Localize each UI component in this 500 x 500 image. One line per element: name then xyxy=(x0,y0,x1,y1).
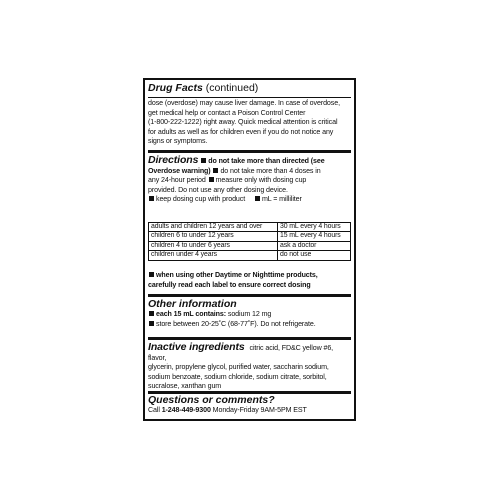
directions-text: mL = milliliter xyxy=(261,195,302,204)
table-cell-dose: do not use xyxy=(278,251,351,260)
bullet-square-icon xyxy=(255,196,260,201)
directions-bold-text: Overdose warning) xyxy=(148,166,211,175)
other-info-text: store between 20-25˚C (68-77˚F). Do not refrigerate. xyxy=(156,319,316,328)
bullet-square-icon xyxy=(149,272,154,277)
table-cell-dose: ask a doctor xyxy=(278,241,351,250)
other-information-section xyxy=(148,298,351,329)
bullet-square-icon xyxy=(213,168,218,173)
table-cell-age: children 4 to under 6 years xyxy=(149,241,278,250)
bullet-square-icon xyxy=(149,196,154,201)
questions-call-text: Call xyxy=(148,406,162,414)
overdose-line: for adults as well as for children even if you do not notice any xyxy=(148,127,334,136)
overdose-line: signs or symptoms. xyxy=(148,137,208,146)
directions-section xyxy=(148,154,351,205)
directions-heading: Directions xyxy=(148,154,199,166)
inactive-ingredients-text: sucralose, xanthan gum xyxy=(148,382,222,391)
drug-facts-title-bold: Drug Facts xyxy=(148,82,203,94)
inactive-ingredients-text: sodium benzoate, sodium chloride, sodium citrate, sorbitol, xyxy=(148,372,327,381)
table-row xyxy=(149,241,351,250)
other-info-text: sodium 12 mg xyxy=(226,310,272,318)
divider xyxy=(148,97,351,98)
section-divider xyxy=(148,150,351,153)
bullet-square-icon xyxy=(209,177,214,182)
overdose-line: get medical help or contact a Poison Control Center xyxy=(148,108,306,117)
directions-text: any 24-hour period xyxy=(148,176,206,185)
inactive-ingredients-heading: Inactive ingredients xyxy=(148,341,245,353)
drug-facts-label xyxy=(143,78,356,421)
inactive-ingredients-section xyxy=(148,341,351,392)
bullet-square-icon xyxy=(149,311,154,316)
questions-section xyxy=(148,394,351,416)
other-info-bold-text: each 15 mL contains: xyxy=(156,310,227,318)
phone-number: 1-248-449-9300 xyxy=(161,406,211,414)
bullet-square-icon xyxy=(201,158,206,163)
table-row xyxy=(149,223,351,232)
table-cell-dose: 30 mL every 4 hours xyxy=(278,223,351,232)
other-information-heading: Other information xyxy=(148,298,237,310)
table-cell-age: children 6 to under 12 years xyxy=(149,232,278,241)
directions-text: keep dosing cup with product xyxy=(156,195,246,204)
overdose-line: (1-800-222-1222) right away. Quick medical attention is critical xyxy=(148,118,338,127)
questions-hours-text: Monday-Friday 9AM-5PM EST xyxy=(210,406,307,414)
drug-facts-title xyxy=(148,82,351,94)
section-divider xyxy=(148,337,351,340)
directions-bold-text: do not take more than directed (see xyxy=(208,157,325,165)
dosing-table xyxy=(148,222,351,261)
table-cell-age: adults and children 12 years and over xyxy=(149,223,278,232)
table-row xyxy=(149,251,351,260)
table-row xyxy=(149,232,351,241)
drug-facts-title-suffix: (continued) xyxy=(202,82,259,94)
directions-text: do not take more than 4 doses in xyxy=(220,166,321,175)
table-cell-age: children under 4 years xyxy=(149,251,278,260)
dosing-note-text: carefully read each label to ensure correct dosing xyxy=(148,280,311,289)
directions-text: provided. Do not use any other dosing device. xyxy=(148,185,288,194)
bullet-square-icon xyxy=(149,321,154,326)
questions-heading: Questions or comments? xyxy=(148,394,275,406)
directions-text: measure only with dosing cup xyxy=(215,176,307,185)
section-divider xyxy=(148,294,351,297)
inactive-ingredients-text: glycerin, propylene glycol, purified water, saccharin sodium, xyxy=(148,363,329,372)
dosing-table-wrap xyxy=(145,222,354,267)
dosing-note-text: when using other Daytime or Nighttime products, xyxy=(156,271,318,279)
inactive-ingredients-text: citric acid, FD&C yellow #6, flavor, xyxy=(148,344,334,362)
overdose-line: dose (overdose) may cause liver damage. In case of overdose, xyxy=(148,99,340,107)
table-cell-dose: 15 mL every 4 hours xyxy=(278,232,351,241)
dosing-note xyxy=(148,271,351,290)
overdose-warning-text xyxy=(148,99,351,147)
